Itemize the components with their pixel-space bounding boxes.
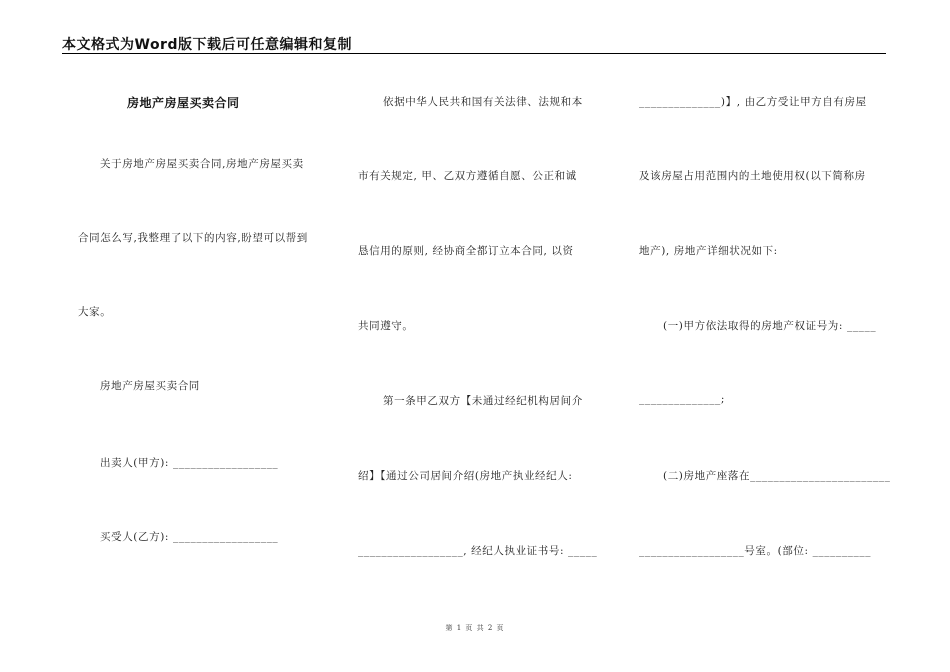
text-line: ______________)】, 由乙方受让甲方自有房屋 xyxy=(639,96,867,108)
page-footer: 第 1 页 共 2 页 xyxy=(445,624,505,632)
text-line: 大家。 xyxy=(78,306,112,318)
text-line: 市有关规定, 甲、乙双方遵循自愿、公正和诚 xyxy=(358,170,577,182)
text-line: 房地产房屋买卖合同 xyxy=(100,380,200,392)
agent-field: __________________, 经纪人执业证书号: _____ xyxy=(358,545,598,557)
certificate-number-field: (一)甲方依法取得的房地产权证号为: _____ xyxy=(663,320,877,332)
text-line: 恳信用的原则, 经协商全都订立本合同, 以资 xyxy=(358,245,574,257)
buyer-field: 买受人(乙方): __________________ xyxy=(100,531,279,543)
text-line: 合同怎么写,我整理了以下的内容,盼望可以帮到 xyxy=(78,232,308,244)
text-line: ______________; xyxy=(639,393,726,405)
document-title: 房地产房屋买卖合同 xyxy=(127,96,240,110)
text-line: 及该房屋占用范围内的土地使用权(以下简称房 xyxy=(639,170,866,182)
text-line: 依据中华人民共和国有关法律、法规和本 xyxy=(383,96,583,108)
article-one-line: 第一条甲乙双方【未通过经纪机构居间介 xyxy=(383,395,583,407)
text-line: 共同遵守。 xyxy=(358,320,414,332)
text-line: 地产), 房地产详细状况如下: xyxy=(639,245,778,257)
text-line: 绍】【通过公司居间介绍(房地产执业经纪人: xyxy=(358,470,573,482)
document-banner: 本文格式为Word版下载后可任意编辑和复制 xyxy=(62,37,352,53)
property-location-field: (二)房地产座落在________________________ xyxy=(663,470,891,482)
seller-field: 出卖人(甲方): __________________ xyxy=(100,457,279,469)
room-field: __________________号室。(部位: __________ xyxy=(639,545,872,557)
text-line: 关于房地产房屋买卖合同,房地产房屋买卖 xyxy=(100,158,304,170)
banner-rule xyxy=(62,53,886,54)
